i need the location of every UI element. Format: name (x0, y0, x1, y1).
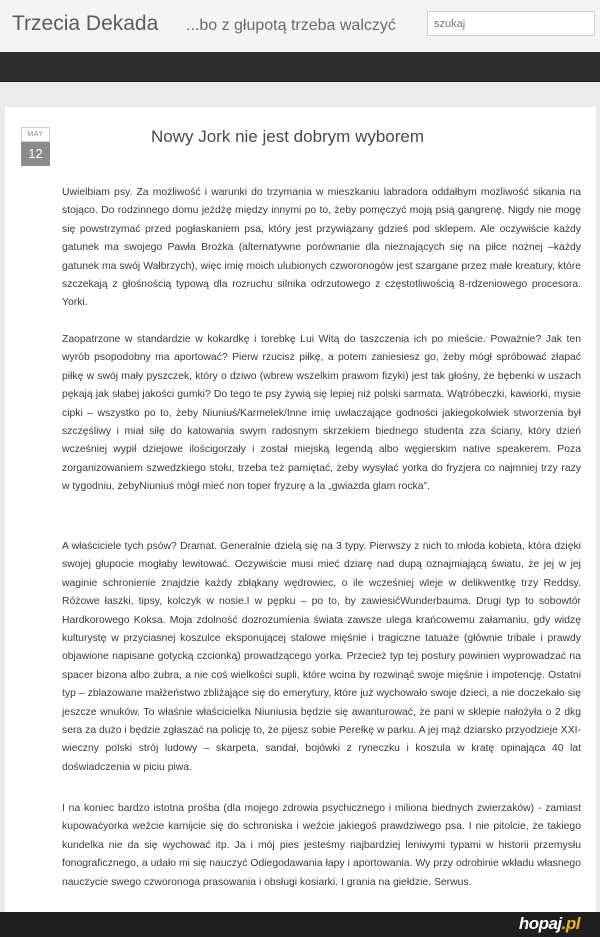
search-input[interactable] (427, 11, 595, 36)
watermark-tld: .pl (561, 914, 580, 933)
watermark-bar (0, 912, 600, 937)
post-paragraph: Zaopatrzone w standardzie w kokardkę i torebkę Lui Witą do taszczenia ich po mieście. Poważnie? Jak ten wyrób psopodobny ma aportować? Pierw rzucisz piłkę, a potem zaniesiesz go, żeby mógł spróbować złapać piłkę w swój mały pyszczek, który o dziwo (wbrew wszelkim prawom fizyki) jest tak głośny, że bębenki w uszach pękają jak słabej jakości gumki? Do tego te psy żywią się lepiej niż polski sarmata. Wątróbeczki, kawiorki, mysie cipki – wszystko po to, żeby Niuniuś/Karmelek/Inne imię uwłaczające godności jakiegokolwiek stworzenia był szczęśliwy i miał siłę do katowania swym radosnym skrzekiem biednego studenta zza ściany, który dzień wcześniej wypił dziejowe ilościgorzały i został miejską legendą albo węgierskim native speakerem. Poza zorganizowaniem szwedzkiego stołu, trzeba też pamiętać, żeby wysyłać yorka do fryzjera co najmniej trzy razy w tygodniu, żebyNiuniuś mógł mieć non toper fryzurę a la „gwiazda glam rocka”. (62, 334, 581, 493)
date-month: MAY (21, 127, 50, 142)
nav-bar (0, 52, 600, 82)
post-title[interactable]: Nowy Jork nie jest dobrym wyborem (151, 127, 425, 146)
post-paragraph: A właściciele tych psów? Dramat. Generalnie dzielą się na 3 typy. Pierwszy z nich to młoda kobieta, która dzięki swojej głupocie mogłaby lewitować. Oczywiście musi mieć dziarę nad dupą oznajmiającą światu, że jej w jej waginie schronienie znajdzie każdy zbłąkany wędrowiec, o ile wcześniej wleje w delikwentkę trzy Reddsy. Różowe łaszki, tipsy, kolczyk w nosie.I w pępku – po to, by zawiesićWunderbauma. Drugi typ to sobowtór Hardkorowego Koksa. Moja zdolność dozrozumienia świata zawsze ulega krańcowemu załamaniu, gdy widzę kulturystę w przyciasnej koszulce eksponującej stalowe mięśnie i tragiczne tatuaże (głównie tribale i prawdy objawione napisane gotycką czcionką) prowadzącego yorka. Przecież typ tej postury powinien wyprowadzać na spacer bizona albo żubra, a nie coś wielkości supli, które wcina by rozwinąć swoje mięśnie i impotencję. Ostatni typ – zblazowane małżeństwo zbliżające się do emerytury, które już wychowało swoje dzieci, a nie doczekało się jeszcze wnuków. To właśnie właścicielka Niuniusia będzie się awanturować, że pani w sklepie nałożyła o 2 dkg sera za dużo i będzie zgłaszać na policję to, że pijesz sobie Perełkę w parku. A jej mąż dziarsko przyodzieje XXI-wieczny polski strój ludowy – skarpeta, sandał, bojówki z ryneczku i koszula w kratę opinająca 40 lat doświadczenia w piciu piwa. (62, 541, 581, 773)
post-paragraph: Uwielbiam psy. Za możliwość i warunki do trzymania w mieszkaniu labradora oddałbym możliwość sikania na stojąco. Do rodzinnego domu jeżdżę między innymi po to, żeby pomęczyć moją psią gangrenę. Nigdy nie mogę się powstrzymać przed pogłaskaniem psa, który jest przywiązany gdzieś pod sklepem. Ale oczywiście każdy gatunek ma swojego Pawła Brożka (alternatywne porównanie dla nieznających się na piłce nożnej –każdy gatunek ma swój Wałbrzych), więc imię moich ulubionych czworonogów jest szargane przez małe kreatury, które szczekają z głośnością typową dla rozruchu silnika odrzutowego z częstotliwością 8-rdzeniowego procesora. Yorki. (62, 187, 581, 309)
site-header (0, 0, 600, 52)
date-badge (21, 127, 50, 166)
watermark-brand: hopaj (518, 914, 562, 933)
site-title[interactable]: Trzecia Dekada (12, 12, 159, 35)
site-tagline: ...bo z głupotą trzeba walczyć (186, 17, 396, 34)
hopaj-watermark (519, 914, 580, 934)
date-day: 12 (21, 142, 50, 166)
blog-post (5, 107, 596, 912)
post-paragraph: I na koniec bardzo istotna prośba (dla mojego zdrowia psychicznego i miliona biednych zwierzaków) - zamiast kupowaćyorka weźcie karnijcie się do schroniska i weźcie jakiegoś prawdziwego psa. I nie pitolcie, że takiego kundelka nie da się wychować itp. Ja i mój pies jesteśmy najbardziej leniwymi typami w historii przemysłu fonograficznego, a udało mi się nauczyć Odiegodawania łapy i aportowania. Wy przy odrobinie wkładu własnego nauczycie swego czworonoga prasowania i obsługi kosiarki. I grania na giełdzie. Serwus. (62, 803, 581, 888)
